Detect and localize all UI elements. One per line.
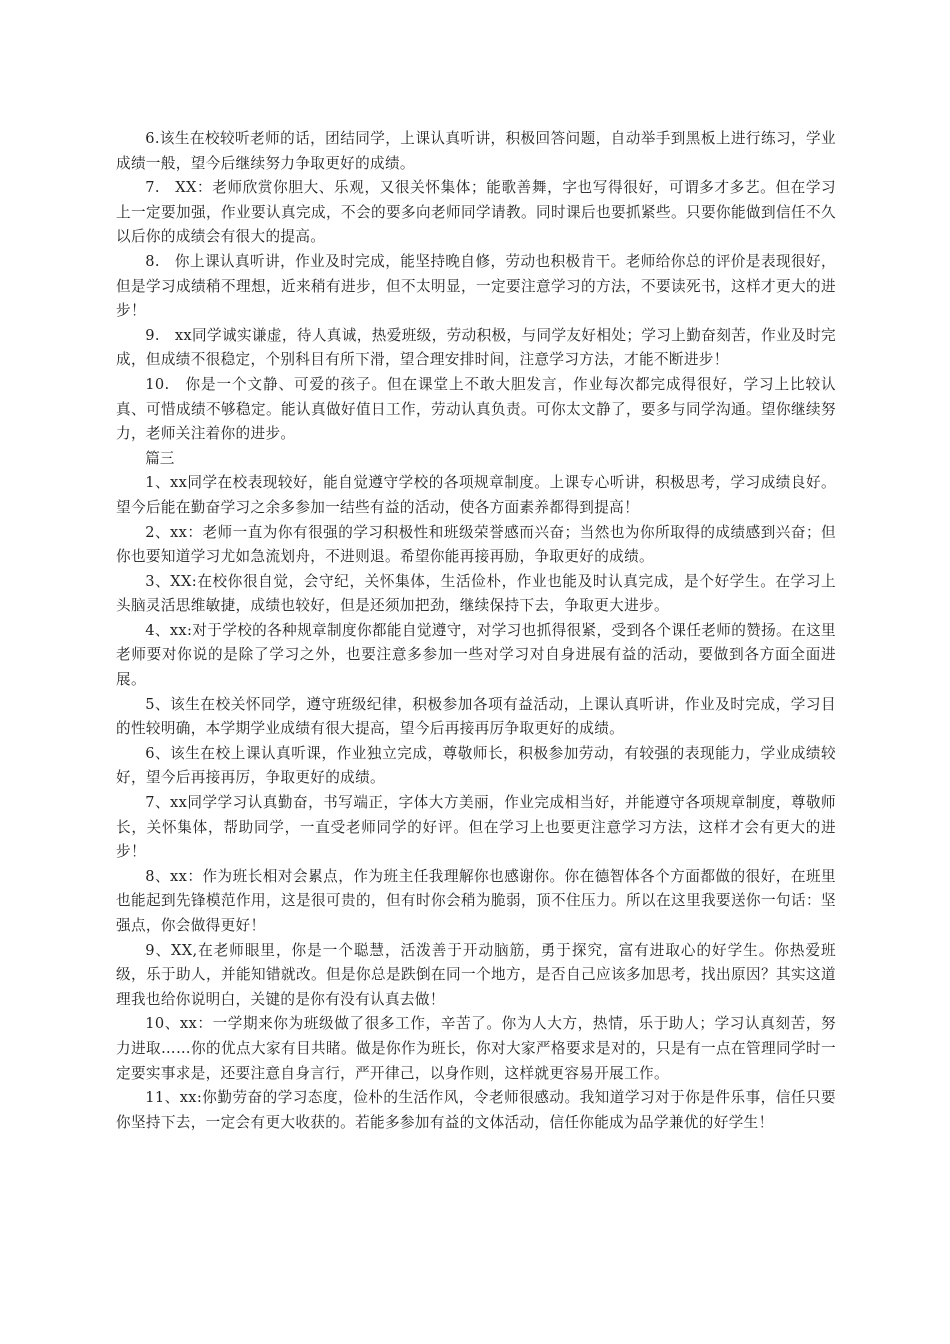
section-heading: 篇三: [145, 449, 175, 467]
comment-paragraph: 6.该生在校较听老师的话，团结同学，上课认真听讲，积极回答问题，自动举手到黑板上进行练习，学业成绩一般，望今后继续努力争取更好的成绩。: [116, 130, 836, 172]
comment-paragraph: 1、xx同学在校表现较好，能自觉遵守学校的各项规章制度。上课专心听讲，积极思考，学习成绩良好。望今后能在勤奋学习之余多参加一结些有益的活动，使各方面素养都得到提高！: [116, 474, 836, 516]
comment-paragraph: 10、xx：一学期来你为班级做了很多工作，辛苦了。你为人大方，热情，乐于助人；学习认真刻苦，努力进取……你的优点大家有目共睹。做是你作为班长，你对大家严格要求是对的，只是有一点在管理同学时一定要实事求是，还要注意自身言行，严开律己，以身作则，这样就更容易开展工作。: [116, 1015, 836, 1082]
comment-paragraph: 9. xx同学诚实谦虚，待人真诚，热爱班级，劳动积极，与同学友好相处；学习上勤奋刻苦，作业及时完成，但成绩不很稳定，个别科目有所下滑，望合理安排时间，注意学习方法，才能不断进步！: [116, 326, 836, 369]
document-body: [116, 127, 836, 1135]
comment-paragraph: 7. XX：老师欣赏你胆大、乐观，又很关怀集体；能歌善舞，字也写得很好，可谓多才多艺。但在学习上一定要加强，作业要认真完成，不会的要多向老师同学请教。同时课后也要抓紧些。只要你能做到信任不久以后你的成绩会有很大的提高。: [116, 179, 836, 246]
comment-paragraph: 7、xx同学学习认真勤奋，书写端正，字体大方美丽，作业完成相当好，并能遵守各项规章制度，尊敬师长，关怀集体，帮助同学，一直受老师同学的好评。但在学习上也要更注意学习方法，这样才会有更大的进步！: [116, 794, 836, 861]
comment-paragraph: 8. 你上课认真听讲，作业及时完成，能坚持晚自修，劳动也积极肯干。老师给你总的评价是表现很好，但是学习成绩稍不理想，近来稍有进步，但不太明显，一定要注意学习的方法，不要读死书，这样才更大的进步！: [116, 252, 836, 320]
comment-paragraph: 4、xx:对于学校的各种规章制度你都能自觉遵守，对学习也抓得很紧，受到各个课任老师的赞扬。在这里老师要对你说的是除了学习之外，也要注意多参加一些对学习对自身进展有益的活动，要做到各方面全面进展。: [116, 621, 836, 689]
comment-paragraph: 5、该生在校关怀同学，遵守班级纪律，积极参加各项有益活动，上课认真听讲，作业及时完成，学习目的性较明确，本学期学业成绩有很大提高，望今后再接再厉争取更好的成绩。: [116, 695, 836, 738]
comment-paragraph: 9、XX,在老师眼里，你是一个聪慧，活泼善于开动脑筋，勇于探究，富有进取心的好学生。你热爱班级，乐于助人，并能知错就改。但是你总是跌倒在同一个地方，是否自己应该多加思考，找出原因？其实这道理我也给你说明白，关键的是你有没有认真去做！: [116, 941, 836, 1008]
comment-paragraph: 8、xx：作为班长相对会累点，作为班主任我理解你也感谢你。你在德智体各个方面都做的很好，在班里也能起到先锋模范作用，这是很可贵的，但有时你会稍为脆弱，顶不住压力。所以在这里我要送你一句话：坚强点，你会做得更好！: [116, 867, 836, 934]
comment-paragraph: 10. 你是一个文静、可爱的孩子。但在课堂上不敢大胆发言，作业每次都完成得很好，学习上比较认真、可惜成绩不够稳定。能认真做好值日工作，劳动认真负责。可你太文静了，要多与同学沟通。望你继续努力，老师关注着你的进步。: [116, 375, 836, 443]
comment-paragraph: 11、xx:你勤劳奋的学习态度，俭朴的生活作风，令老师很感动。我知道学习对于你是件乐事，信任只要你坚持下去，一定会有更大收获的。若能多参加有益的文体活动，信任你能成为品学兼优的好学生！: [116, 1089, 836, 1131]
comment-paragraph: 6、该生在校上课认真听课，作业独立完成，尊敬师长，积极参加劳动，有较强的表现能力，学业成绩较好，望今后再接再厉，争取更好的成绩。: [116, 744, 836, 787]
comment-paragraph: 2、xx：老师一直为你有很强的学习积极性和班级荣誉感而兴奋；当然也为你所取得的成绩感到兴奋；但你也要知道学习尤如急流划舟，不进则退。希望你能再接再励，争取更好的成绩。: [116, 523, 836, 566]
comment-paragraph: 3、XX:在校你很自觉，会守纪，关怀集体，生活俭朴，作业也能及时认真完成，是个好学生。在学习上头脑灵活思维敏捷，成绩也较好，但是还须加把劲，继续保持下去，争取更大进步。: [116, 572, 836, 615]
